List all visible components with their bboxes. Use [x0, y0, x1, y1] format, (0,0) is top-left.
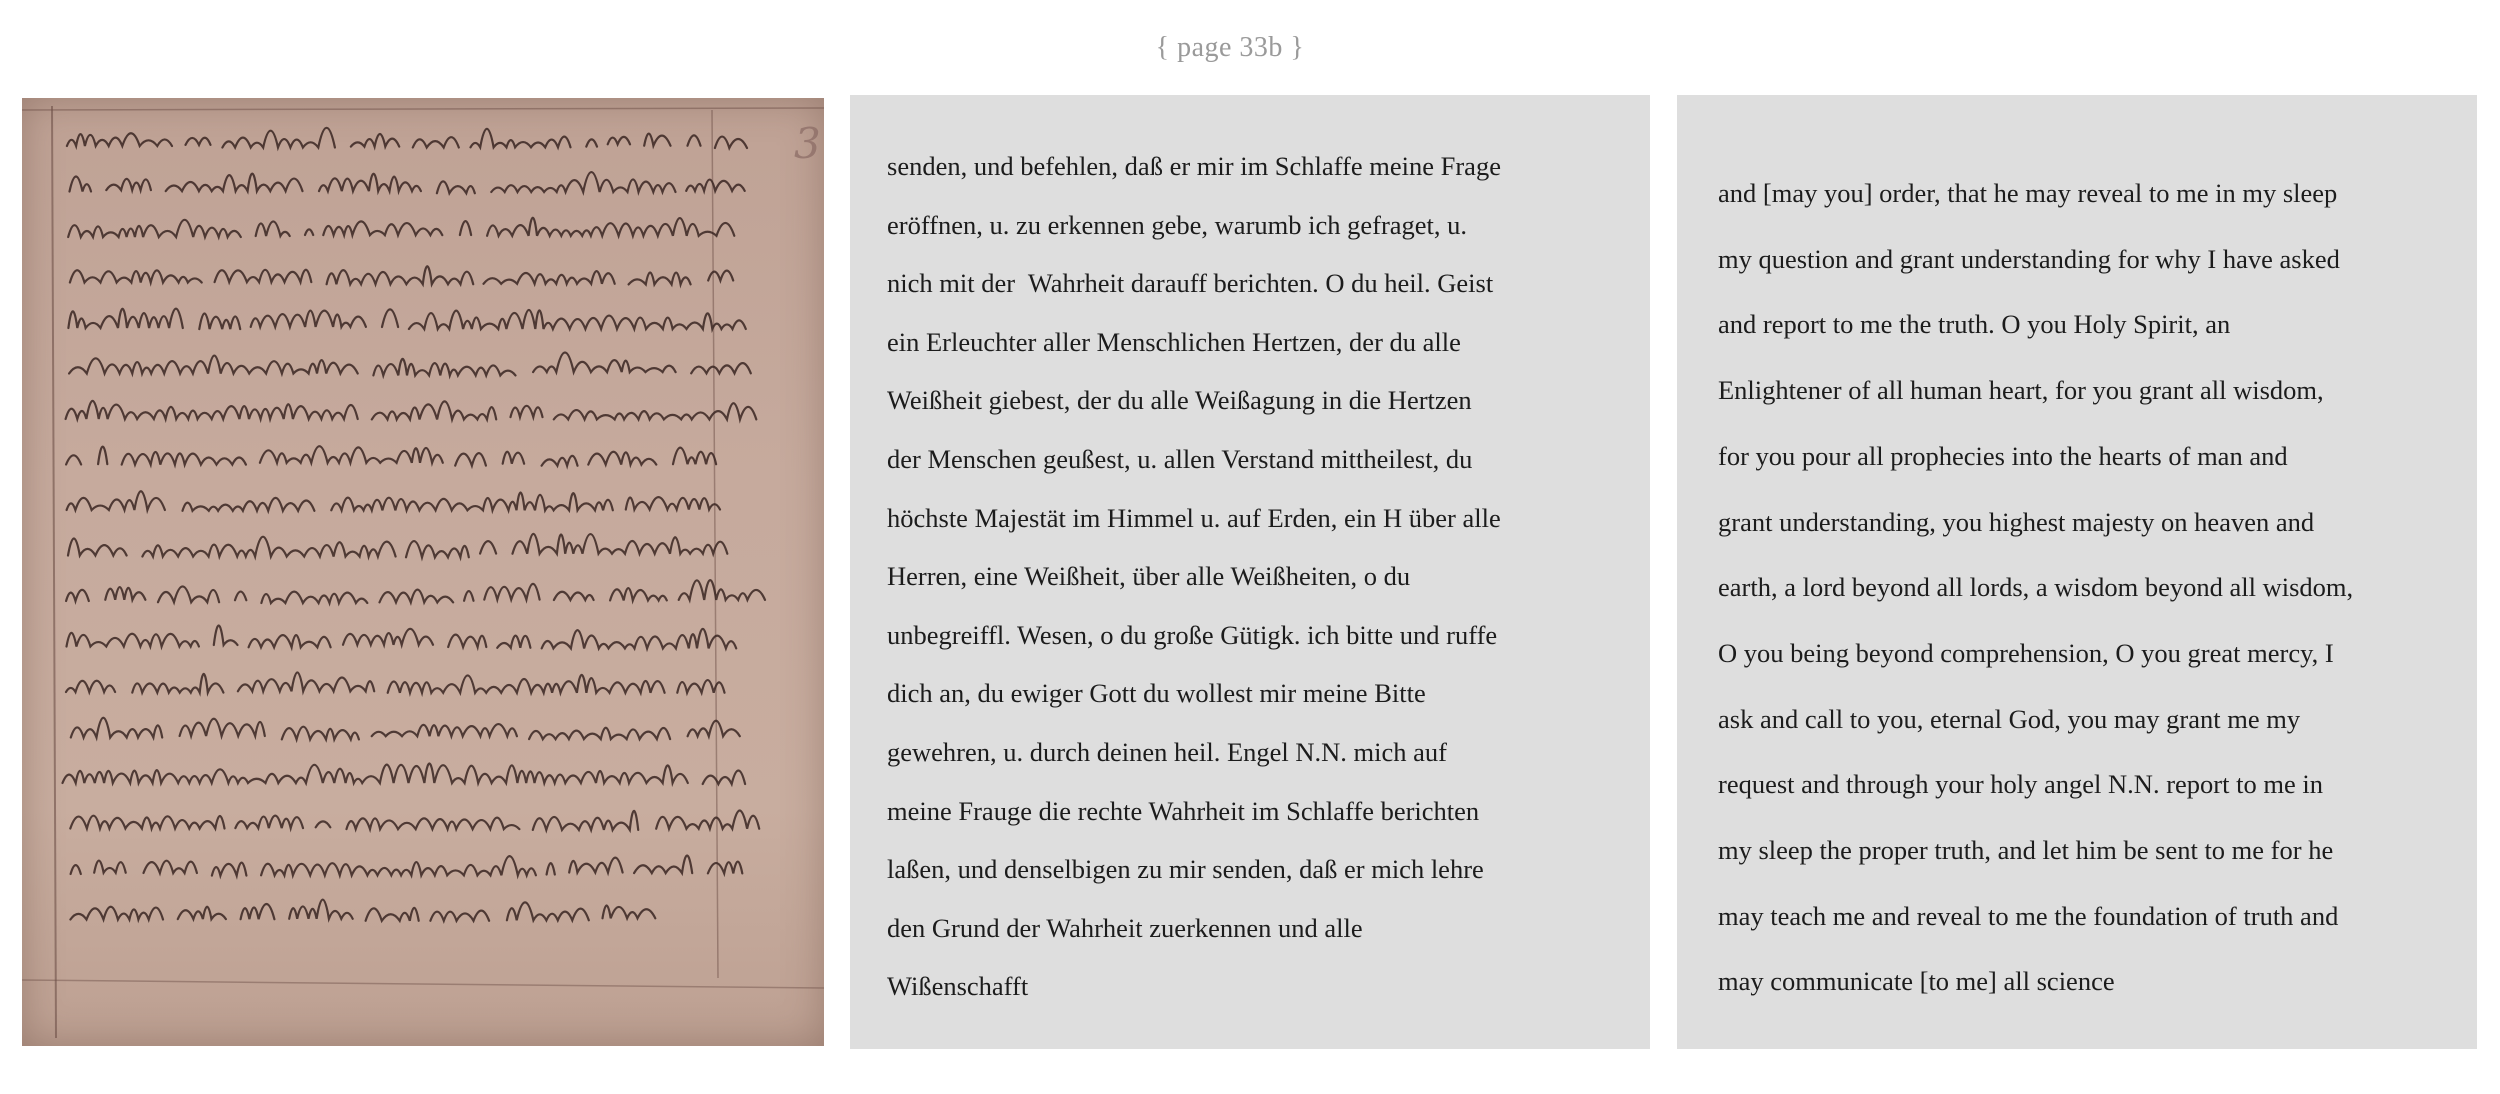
handwriting-line [68, 534, 727, 557]
german-line: Weißheit giebest, der du alle Weißagung in die Hertzen [887, 385, 1472, 416]
handwriting-line [70, 900, 672, 921]
english-translation-text [1718, 161, 2447, 1015]
handwriting-line [71, 718, 740, 740]
handwriting-line [68, 218, 734, 237]
english-line: for you pour all prophecies into the hearts of man and [1718, 440, 2288, 471]
handwriting-line [63, 764, 746, 785]
german-line: ein Erleuchter aller Menschlichen Hertzen, der du alle [887, 326, 1461, 357]
german-line: laßen, und denselbigen zu mir senden, daß er mich lehre [887, 854, 1484, 885]
german-line: den Grund der Wahrheit zuerkennen und alle [887, 912, 1363, 943]
english-line: may communicate [to me] all science [1718, 966, 2115, 997]
english-line: Enlightener of all human heart, for you grant all wisdom, [1718, 375, 2324, 406]
margin-mark: 3 [794, 119, 821, 168]
german-line: gewehren, u. durch deinen heil. Engel N.N. mich auf [887, 736, 1447, 767]
german-line: senden, und befehlen, daß er mir im Schlaffe meine Frage [887, 151, 1501, 181]
handwriting-line [67, 128, 747, 148]
german-transcription-panel [850, 95, 1650, 1049]
english-line: grant understanding, you highest majesty on heaven and [1718, 506, 2315, 537]
english-translation-panel [1677, 95, 2477, 1049]
english-line: and [may you] order, that he may reveal to me in my sleep [1718, 178, 2338, 208]
handwriting-line [70, 811, 776, 830]
handwriting-line [69, 353, 751, 376]
german-line: eröffnen, u. zu erkennen gebe, warumb ich gefraget, u. [887, 209, 1468, 240]
page-label: { page 33b } [1155, 32, 1305, 63]
english-line: ask and call to you, eternal God, you may grant me my [1718, 703, 2301, 734]
german-line: Herren, eine Weißheit, über alle Weißheiten, o du [887, 561, 1411, 592]
handwriting-line [66, 446, 731, 466]
english-line: earth, a lord beyond all lords, a wisdom beyond all wisdom, [1718, 572, 2354, 603]
german-line: Wißenschafft [887, 971, 1029, 1002]
handwriting-line [66, 401, 770, 420]
handwriting-line [66, 580, 765, 603]
handwriting-line [70, 172, 745, 193]
german-line: der Menschen geußest, u. allen Verstand mittheilest, du [887, 443, 1473, 474]
manuscript-image [22, 98, 824, 1046]
english-line: request and through your holy angel N.N. report to me in [1718, 769, 2323, 800]
english-line: O you being beyond comprehension, O you great mercy, I [1718, 637, 2334, 668]
german-transcription-text [887, 137, 1620, 1016]
handwriting-line [70, 266, 733, 284]
handwriting-line [67, 625, 737, 648]
handwriting-line [66, 672, 724, 692]
handwriting-line [67, 491, 720, 511]
handwriting-line [68, 309, 760, 330]
english-line: my question and grant understanding for why I have asked [1718, 243, 2340, 274]
german-line: nich mit der Wahrheit darauff berichten. O du heil. Geist [887, 268, 1494, 299]
german-line: meine Frauge die rechte Wahrheit im Schlaffe berichten [887, 795, 1480, 826]
handwriting-line [71, 856, 758, 876]
german-line: dich an, du ewiger Gott du wollest mir meine Bitte [887, 678, 1426, 709]
english-line: my sleep the proper truth, and let him be sent to me for he [1718, 835, 2334, 866]
german-line: höchste Majestät im Himmel u. auf Erden, ein H über alle [887, 502, 1501, 533]
german-line: unbegreiffl. Wesen, o du große Gütigk. ich bitte und ruffe [887, 619, 1498, 650]
english-line: and report to me the truth. O you Holy Spirit, an [1718, 309, 2231, 340]
manuscript-handwriting [22, 98, 824, 1046]
english-line: may teach me and reveal to me the foundation of truth and [1718, 900, 2339, 931]
